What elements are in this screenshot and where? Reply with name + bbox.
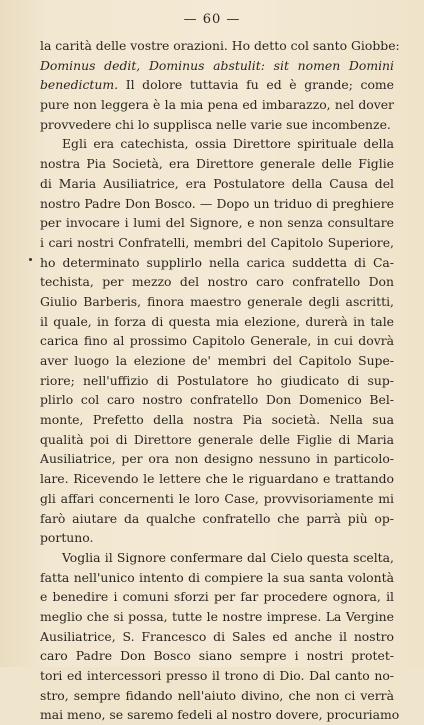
text-segment: di Maria Ausiliatrice, era Postulatore della Causa del [40,175,394,191]
text-segment: gli affari concernenti le loro Case, provvisoriamente mi [40,490,394,506]
text-line [40,95,394,115]
text-line [40,607,394,627]
text-segment: per invocare i lumi del Signore, e non senza consultare [40,215,394,231]
text-line [40,646,394,666]
text-segment: il quale, in forza di questa mia elezione, durerà in tale [40,313,394,329]
text-segment: nostro Padre Don Bosco. — Dopo un triduo di preghiere [40,195,394,211]
text-line [40,666,394,686]
text-segment: qualità poi di Direttore generale delle Figlie di Maria [40,431,394,447]
text-segment: Egli era catechista, ossia Direttore spirituale della [62,136,394,152]
text-line [40,509,394,529]
text-line [40,233,394,253]
text-line [40,115,394,135]
margin-mark [29,258,32,261]
text-line [40,430,394,450]
text-line [40,253,394,273]
text-line [40,134,394,154]
text-segment: lare. Ricevendo le lettere che le riguardano e trattando [40,471,394,487]
text-line [40,489,394,509]
text-line [40,213,394,233]
text-line [40,292,394,312]
text-line [40,390,394,410]
text-line [40,371,394,391]
text-line [40,705,400,725]
text-line [40,686,394,706]
body-text [40,36,400,725]
text-line [40,587,394,607]
text-segment: carica fino al prossimo Capitolo Generale, in cui dovrà [40,333,394,349]
text-segment: pure non leggera è la mia pena ed imbarazzo, nel dover [40,97,394,113]
text-segment: ho determinato supplirlo nella carica suddetta di Ca- [40,254,394,270]
text-line [40,627,394,647]
text-line [40,548,394,568]
text-segment: farò aiutare da qualche confratello che parrà più op- [40,510,394,526]
text-line [40,174,394,194]
text-segment: la carità delle vostre orazioni. Ho detto col santo Giobbe: [40,38,400,53]
text-line [40,312,394,332]
text-line [40,154,394,174]
text-segment: plirlo col caro nostro confratello Don Domenico Bel- [40,392,394,408]
italic-text: benedictum. [40,77,119,93]
text-segment: riore; nell'uffizio di Postulatore ho giudicato di sup- [40,372,394,388]
text-segment: aver luogo la elezione de' membri del Capitolo Supe- [40,353,394,368]
text-line [40,351,394,371]
text-segment: Ausiliatrice, S. Francesco di Sales ed anche il nostro [40,628,394,644]
text-segment: techista, per mezzo del nostro caro confratello Don [40,274,394,290]
text-line [40,272,394,292]
text-segment: Giulio Barberis, finora maestro generale degli ascritti, [40,293,394,309]
text-segment: nostra Pia Società, era Direttore generale delle Figlie [40,156,394,172]
text-line [40,469,394,489]
text-segment: portuno. [40,530,94,546]
text-line [40,331,394,351]
text-line [40,449,394,469]
text-line [40,410,394,430]
text-segment: Ausiliatrice, per ora non designo nessuno in particolo- [40,451,394,467]
text-segment: caro Padre Don Bosco siano sempre i nostri protet- [40,648,394,664]
italic-text: Dominus dedit, Dominus abstulit: sit nomen Domini [40,57,394,73]
text-segment: i cari nostri Confratelli, membri del Capitolo Superiore, [40,234,394,250]
text-segment: fatta nell'unico intento di compiere la sua santa volontà [40,569,394,585]
text-segment: provvedere chi lo supplisca nelle varie sue incombenze. [40,116,391,132]
text-line [40,36,400,56]
text-segment: stro, sempre fidando nell'aiuto divino, che non ci verrà [40,687,394,703]
text-segment: e benedire i comuni sforzi per far procedere ognora, il [40,589,394,605]
text-line [40,75,394,95]
text-segment: Il dolore tuttavia fu ed è grande; come [118,77,394,93]
text-segment: monte, Prefetto della nostra Pia società. Nella sua [40,412,394,428]
text-line [40,194,394,214]
page-number: — 60 — [183,12,241,27]
text-line [40,528,394,548]
text-segment: Voglia il Signore confermare dal Cielo questa scelta, [62,549,394,565]
text-segment: meglio che si possa, tutte le nostre imprese. La Vergine [40,608,394,624]
text-segment: tori ed intercessori presso il trono di Dio. Dal canto no- [40,668,394,683]
text-line [40,56,394,76]
text-line [40,568,394,588]
text-segment: mai meno, se saremo fedeli al nostro dovere, procuriamo [40,707,400,723]
